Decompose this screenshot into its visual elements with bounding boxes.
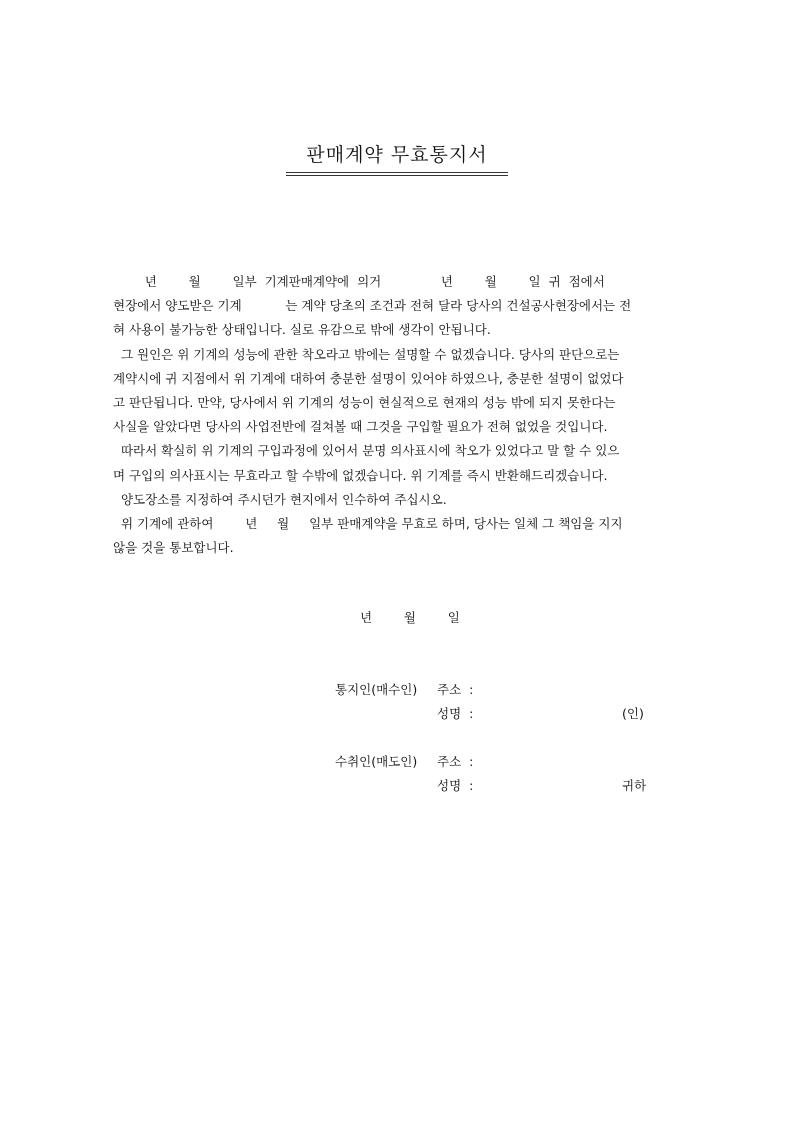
recipient-name-label: 성명 : bbox=[437, 778, 474, 793]
paragraph-line: 않을 것을 통보합니다. bbox=[113, 540, 234, 556]
document-title: 판매계약 무효통지서 bbox=[306, 144, 488, 166]
paragraph-2 bbox=[113, 343, 653, 440]
notifier-address-label: 주소 : bbox=[437, 682, 474, 697]
document-date: 년 월 일 bbox=[360, 610, 460, 625]
paragraph-4 bbox=[113, 488, 653, 512]
paragraph-line: 년 월 일부 기계판매계약에 의거 년 월 일 귀 점에서 bbox=[113, 274, 605, 289]
paragraph-line: 고 판단됩니다. 만약, 당사에서 위 기계의 성능이 현실적으로 현재의 성능 밖에 되지 못한다는 bbox=[113, 395, 616, 411]
paragraph-line: 며 구입의 의사표시는 무효라고 할 수밖에 없겠습니다. 위 기계를 즉시 반환해드리겠습니다. bbox=[113, 467, 608, 483]
paragraph-line: 그 원인은 위 기계의 성능에 관한 착오라고 밖에는 설명할 수 없겠습니다. 당사의 판단으로는 bbox=[113, 346, 620, 362]
paragraph-3 bbox=[113, 439, 653, 487]
paragraph-line: 따라서 확실히 위 기계의 구입과정에 있어서 분명 의사표시에 착오가 있었다고 말 할 수 있으 bbox=[113, 443, 620, 459]
paragraph-1 bbox=[113, 270, 653, 343]
paragraph-line: 계약시에 귀 지점에서 위 기계에 대하여 충분한 설명이 있어야 하였으나, 충분한 설명이 없었다 bbox=[113, 370, 624, 386]
recipient-label: 수취인(매도인) bbox=[335, 754, 418, 769]
title-underline-bottom bbox=[286, 175, 508, 176]
notifier-label: 통지인(매수인) bbox=[335, 682, 418, 697]
title-underline-top bbox=[286, 172, 508, 173]
document-body bbox=[113, 270, 653, 560]
paragraph-5 bbox=[113, 512, 653, 560]
recipient-honorific: 귀하 bbox=[622, 778, 647, 793]
paragraph-line: 양도장소를 지정하여 주시던가 현지에서 인수하여 주십시오. bbox=[113, 491, 447, 507]
seal-mark: (인) bbox=[622, 706, 644, 721]
recipient-address-label: 주소 : bbox=[437, 754, 474, 769]
notifier-name-label: 성명 : bbox=[437, 706, 474, 721]
paragraph-line: 위 기계에 관하여 년 월 일부 판매계약을 무효로 하며, 당사는 일체 그 책임을 지지 bbox=[113, 516, 623, 532]
paragraph-line: 혀 사용이 불가능한 상태입니다. 실로 유감으로 밖에 생각이 안됩니다. bbox=[113, 322, 491, 338]
paragraph-line: 현장에서 양도받은 기계 는 계약 당초의 조건과 전혀 달라 당사의 건설공사현장에서는 전 bbox=[113, 298, 632, 314]
paragraph-line: 사실을 알았다면 당사의 사업전반에 걸쳐볼 때 그것을 구입할 필요가 전혀 없었을 것입니다. bbox=[113, 419, 608, 435]
